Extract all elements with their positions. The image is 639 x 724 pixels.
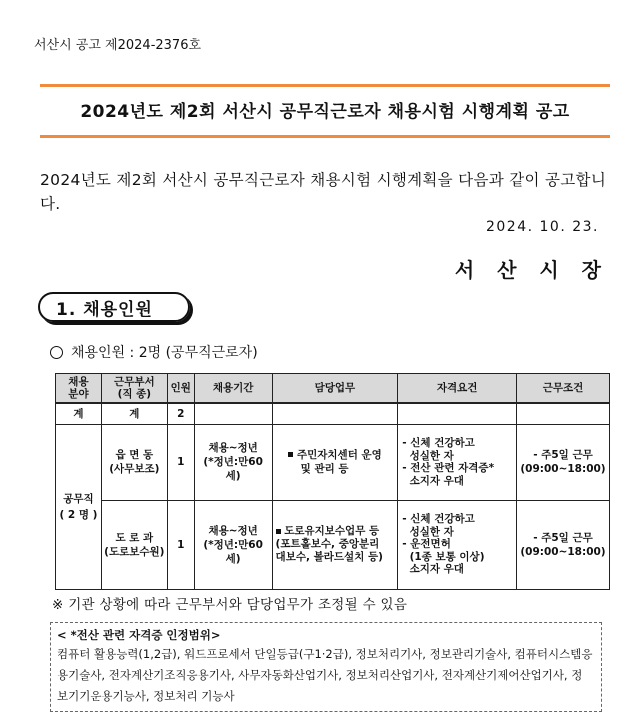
section-heading-recruitment: 1. 채용인원 <box>38 292 190 322</box>
recruit-summary-text: 채용인원 : 2명 (공무직근로자) <box>71 345 258 361</box>
certification-heading: < *전산 관련 자격증 인정범위> <box>57 628 221 642</box>
header-conditions: 근무조건 <box>516 374 609 404</box>
total-label-dept: 계 <box>101 403 167 424</box>
intro-paragraph: 2024년도 제2회 서산시 공무직근로자 채용시험 시행계획을 다음과 같이 공고합니다. <box>40 171 607 213</box>
title-bottom-rule <box>40 135 610 138</box>
count-cell: 1 <box>167 500 194 589</box>
conditions-cell: - 주5일 근무 (09:00~18:00) <box>516 500 609 589</box>
certification-box <box>50 622 602 712</box>
header-field: 채용 분야 <box>56 374 102 404</box>
table-row <box>56 500 610 589</box>
recruitment-table <box>55 373 610 590</box>
footnote: ※ 기관 상황에 따라 근무부서와 담당업무가 조정될 수 있음 <box>52 597 408 613</box>
title-top-rule <box>40 84 610 87</box>
square-bullet-icon <box>276 529 281 534</box>
total-count: 2 <box>167 403 194 424</box>
dept-cell: 도 로 과 (도로보수원) <box>101 500 167 589</box>
issuer-name: 서 산 시 장 <box>454 258 609 282</box>
header-qualification: 자격요건 <box>398 374 517 404</box>
table-header-row <box>56 374 610 404</box>
certification-line: 보기기운용기능사, 정보처리 기능사 <box>57 689 235 703</box>
dept-cell: 읍 면 동 (사무보조) <box>101 424 167 500</box>
duty-cell: 도로유지보수업무 등 (포트홀보수, 중앙분리 대보수, 볼라드설치 등) <box>272 500 398 589</box>
certification-line: 용기술사, 전자계산기조직응용기사, 사무자동화산업기사, 정보처리산업기사, 전자계산기제어산업기사, 정 <box>57 668 583 682</box>
square-bullet-icon <box>288 452 293 457</box>
count-cell: 1 <box>167 424 194 500</box>
header-duty: 담당업무 <box>272 374 398 404</box>
notice-number: 서산시 공고 제2024-2376호 <box>34 38 202 53</box>
period-cell: 채용~정년 (*정년:만60세) <box>194 424 272 500</box>
table-row <box>56 424 610 500</box>
document-title: 2024년도 제2회 서산시 공무직근로자 채용시험 시행계획 공고 <box>80 102 570 122</box>
header-dept: 근무부서 (직 종) <box>101 374 167 404</box>
header-period: 채용기간 <box>194 374 272 404</box>
circle-bullet-icon <box>50 346 63 359</box>
period-cell: 채용~정년 (*정년:만60세) <box>194 500 272 589</box>
qualification-cell: - 신체 건강하고 성실한 자 - 전산 관련 자격증* 소지자 우대 <box>398 424 517 500</box>
qualification-cell: - 신체 건강하고 성실한 자 - 운전면허 (1종 보통 이상) 소지자 우대 <box>398 500 517 589</box>
certification-line: 컴퓨터 활용능력(1,2급), 워드프로세서 단일등급(구1·2급), 정보처리기사, 정보관리기술사, 컴퓨터시스템응 <box>57 647 593 661</box>
recruit-summary <box>50 342 258 362</box>
table-total-row <box>56 403 610 424</box>
header-count: 인원 <box>167 374 194 404</box>
duty-cell: 주민자치센터 운영 및 관리 등 <box>272 424 398 500</box>
field-cell: 공무직 ( 2 명 ) <box>56 424 102 589</box>
conditions-cell: - 주5일 근무 (09:00~18:00) <box>516 424 609 500</box>
total-label: 계 <box>56 403 102 424</box>
notice-date: 2024. 10. 23. <box>485 219 599 235</box>
